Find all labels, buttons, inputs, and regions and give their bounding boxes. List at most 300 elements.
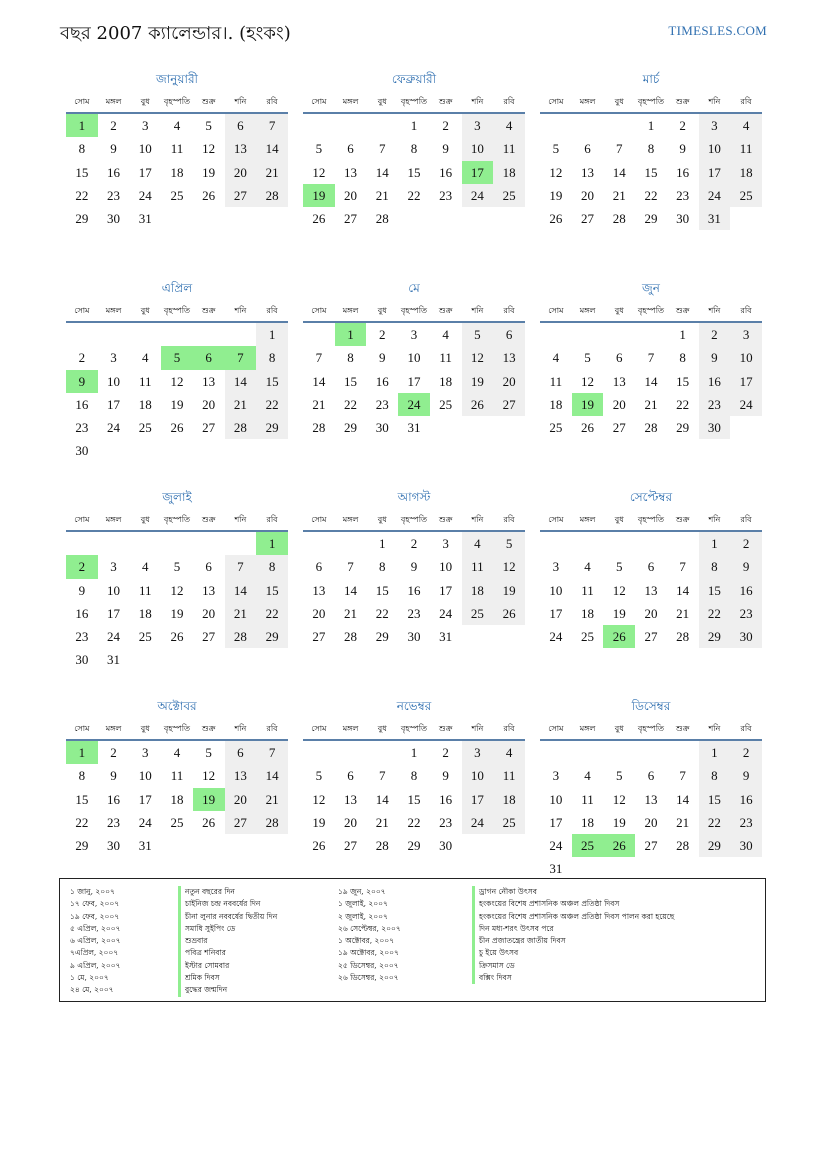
day-cell[interactable]: 8 (256, 555, 288, 578)
day-cell[interactable]: 28 (344, 629, 358, 645)
day-cell[interactable]: 25 (549, 420, 563, 436)
day-cell[interactable]: 23 (439, 187, 453, 203)
day-cell[interactable]: 17 (549, 814, 563, 830)
day-cell[interactable]: 27 (225, 184, 257, 207)
day-cell[interactable]: 17 (699, 161, 731, 184)
day-cell[interactable]: 21 (256, 161, 288, 184)
day-cell[interactable]: 10 (549, 582, 563, 598)
day-cell[interactable]: 29 (644, 211, 658, 227)
day-cell[interactable]: 11 (439, 350, 452, 366)
day-cell[interactable]: 9 (110, 141, 117, 157)
day-cell[interactable]: 4 (142, 559, 149, 575)
day-cell[interactable]: 9 (679, 141, 686, 157)
day-cell[interactable]: 15 (676, 373, 690, 389)
day-cell[interactable]: 4 (173, 745, 181, 760)
day-cell[interactable]: 24 (699, 184, 731, 207)
day-cell[interactable]: 15 (256, 370, 288, 393)
day-cell[interactable]: 28 (612, 211, 626, 227)
day-cell[interactable]: 2 (379, 327, 386, 342)
holiday-day-cell[interactable]: 5 (161, 346, 193, 369)
day-cell[interactable]: 16 (407, 582, 421, 598)
day-cell[interactable]: 19 (612, 814, 626, 830)
day-cell[interactable]: 22 (699, 811, 731, 834)
day-cell[interactable]: 10 (699, 137, 731, 160)
day-cell[interactable]: 3 (142, 118, 149, 133)
day-cell[interactable]: 6 (616, 350, 623, 366)
day-cell[interactable]: 14 (644, 373, 658, 389)
day-cell[interactable]: 8 (647, 141, 655, 157)
day-cell[interactable]: 11 (138, 373, 152, 389)
day-cell[interactable]: 2 (442, 118, 449, 133)
day-cell[interactable]: 22 (699, 602, 731, 625)
day-cell[interactable]: 14 (312, 373, 326, 389)
day-cell[interactable]: 4 (462, 532, 494, 555)
day-cell[interactable]: 15 (407, 791, 421, 807)
day-cell[interactable]: 4 (584, 559, 591, 575)
day-cell[interactable]: 29 (75, 211, 89, 227)
day-cell[interactable]: 30 (75, 652, 89, 668)
day-cell[interactable]: 13 (202, 373, 216, 389)
day-cell[interactable]: 25 (493, 184, 525, 207)
day-cell[interactable]: 26 (549, 211, 563, 227)
day-cell[interactable]: 20 (344, 814, 358, 830)
day-cell[interactable]: 25 (462, 602, 494, 625)
day-cell[interactable]: 22 (375, 605, 389, 621)
day-cell[interactable]: 28 (375, 838, 389, 854)
day-cell[interactable]: 13 (644, 582, 658, 598)
day-cell[interactable]: 12 (312, 164, 326, 180)
day-cell[interactable]: 10 (462, 764, 494, 787)
day-cell[interactable]: 15 (75, 791, 89, 807)
day-cell[interactable]: 30 (439, 838, 453, 854)
day-cell[interactable]: 9 (410, 559, 418, 575)
day-cell[interactable]: 21 (375, 814, 389, 830)
day-cell[interactable]: 18 (170, 164, 184, 180)
day-cell[interactable]: 16 (75, 605, 89, 621)
day-cell[interactable]: 26 (581, 420, 595, 436)
day-cell[interactable]: 28 (676, 629, 690, 645)
day-cell[interactable]: 11 (493, 764, 525, 787)
day-cell[interactable]: 31 (138, 211, 152, 227)
day-cell[interactable]: 30 (676, 211, 690, 227)
day-cell[interactable]: 14 (375, 791, 389, 807)
day-cell[interactable]: 22 (644, 187, 658, 203)
day-cell[interactable]: 18 (462, 579, 494, 602)
day-cell[interactable]: 11 (493, 137, 525, 160)
day-cell[interactable]: 29 (407, 838, 421, 854)
day-cell[interactable]: 19 (170, 605, 184, 621)
day-cell[interactable]: 21 (256, 788, 288, 811)
day-cell[interactable]: 1 (379, 536, 386, 551)
day-cell[interactable]: 28 (225, 416, 257, 439)
day-cell[interactable]: 13 (612, 373, 626, 389)
day-cell[interactable]: 13 (202, 582, 216, 598)
day-cell[interactable]: 22 (407, 187, 421, 203)
day-cell[interactable]: 10 (549, 791, 563, 807)
day-cell[interactable]: 25 (170, 814, 184, 830)
day-cell[interactable]: 21 (225, 602, 257, 625)
day-cell[interactable]: 12 (493, 555, 525, 578)
day-cell[interactable]: 25 (493, 811, 525, 834)
day-cell[interactable]: 21 (375, 187, 389, 203)
holiday-day-cell[interactable]: 1 (66, 741, 98, 764)
day-cell[interactable]: 4 (552, 350, 560, 366)
day-cell[interactable]: 17 (138, 164, 152, 180)
holiday-day-cell[interactable]: 26 (603, 625, 635, 648)
holiday-day-cell[interactable]: 2 (66, 555, 98, 578)
day-cell[interactable]: 15 (375, 582, 389, 598)
day-cell[interactable]: 23 (75, 420, 89, 436)
day-cell[interactable]: 10 (407, 350, 421, 366)
day-cell[interactable]: 22 (75, 187, 89, 203)
day-cell[interactable]: 19 (170, 396, 184, 412)
day-cell[interactable]: 18 (730, 161, 762, 184)
day-cell[interactable]: 23 (107, 814, 121, 830)
day-cell[interactable]: 6 (347, 768, 354, 784)
day-cell[interactable]: 22 (256, 602, 288, 625)
holiday-day-cell[interactable]: 25 (572, 834, 604, 857)
day-cell[interactable]: 26 (493, 602, 525, 625)
day-cell[interactable]: 1 (699, 741, 731, 764)
day-cell[interactable]: 4 (730, 114, 762, 137)
day-cell[interactable]: 9 (730, 764, 762, 787)
day-cell[interactable]: 30 (107, 211, 121, 227)
day-cell[interactable]: 1 (410, 745, 418, 760)
day-cell[interactable]: 29 (699, 834, 731, 857)
day-cell[interactable]: 26 (202, 187, 216, 203)
day-cell[interactable]: 22 (407, 814, 421, 830)
day-cell[interactable]: 6 (647, 559, 655, 575)
day-cell[interactable]: 18 (138, 605, 152, 621)
day-cell[interactable]: 25 (138, 420, 152, 436)
day-cell[interactable]: 4 (442, 327, 449, 342)
day-cell[interactable]: 8 (256, 346, 288, 369)
day-cell[interactable]: 11 (581, 791, 594, 807)
day-cell[interactable]: 16 (439, 164, 453, 180)
day-cell[interactable]: 28 (644, 420, 658, 436)
day-cell[interactable]: 16 (75, 396, 89, 412)
day-cell[interactable]: 27 (344, 838, 358, 854)
day-cell[interactable]: 11 (170, 141, 184, 157)
holiday-day-cell[interactable]: 1 (66, 114, 98, 137)
day-cell[interactable]: 3 (462, 741, 494, 764)
day-cell[interactable]: 12 (612, 582, 626, 598)
day-cell[interactable]: 23 (730, 602, 762, 625)
day-cell[interactable]: 28 (676, 838, 690, 854)
day-cell[interactable]: 10 (138, 768, 152, 784)
day-cell[interactable]: 19 (612, 605, 626, 621)
holiday-day-cell[interactable]: 17 (462, 161, 494, 184)
day-cell[interactable]: 13 (312, 582, 326, 598)
day-cell[interactable]: 27 (644, 838, 658, 854)
day-cell[interactable]: 4 (493, 114, 525, 137)
day-cell[interactable]: 4 (493, 741, 525, 764)
day-cell[interactable]: 20 (225, 788, 257, 811)
day-cell[interactable]: 8 (347, 350, 354, 366)
day-cell[interactable]: 24 (549, 629, 563, 645)
day-cell[interactable]: 7 (315, 350, 323, 366)
day-cell[interactable]: 9 (379, 350, 386, 366)
day-cell[interactable]: 11 (462, 555, 494, 578)
day-cell[interactable]: 28 (225, 625, 257, 648)
day-cell[interactable]: 16 (699, 370, 731, 393)
day-cell[interactable]: 10 (138, 141, 152, 157)
day-cell[interactable]: 20 (612, 396, 626, 412)
day-cell[interactable]: 3 (552, 559, 560, 575)
day-cell[interactable]: 10 (107, 582, 121, 598)
day-cell[interactable]: 5 (462, 323, 494, 346)
day-cell[interactable]: 2 (110, 745, 117, 760)
day-cell[interactable]: 15 (407, 164, 421, 180)
day-cell[interactable]: 5 (493, 532, 525, 555)
day-cell[interactable]: 13 (225, 137, 257, 160)
day-cell[interactable]: 21 (312, 396, 326, 412)
day-cell[interactable]: 14 (676, 791, 690, 807)
day-cell[interactable]: 18 (439, 373, 453, 389)
day-cell[interactable]: 26 (170, 629, 184, 645)
day-cell[interactable]: 25 (730, 184, 762, 207)
day-cell[interactable]: 12 (312, 791, 326, 807)
day-cell[interactable]: 3 (142, 745, 149, 760)
day-cell[interactable]: 22 (344, 396, 358, 412)
day-cell[interactable]: 2 (110, 118, 117, 133)
day-cell[interactable]: 23 (75, 629, 89, 645)
site-logo-text[interactable]: TIMESLES.COM (668, 23, 767, 38)
day-cell[interactable]: 27 (644, 629, 658, 645)
day-cell[interactable]: 5 (205, 745, 212, 760)
day-cell[interactable]: 3 (552, 768, 560, 784)
day-cell[interactable]: 20 (225, 161, 257, 184)
day-cell[interactable]: 26 (312, 211, 326, 227)
day-cell[interactable]: 28 (256, 811, 288, 834)
day-cell[interactable]: 31 (699, 207, 731, 230)
day-cell[interactable]: 5 (173, 559, 181, 575)
day-cell[interactable]: 12 (170, 582, 184, 598)
day-cell[interactable]: 23 (107, 187, 121, 203)
day-cell[interactable]: 27 (493, 393, 525, 416)
day-cell[interactable]: 29 (75, 838, 89, 854)
day-cell[interactable]: 18 (138, 396, 152, 412)
day-cell[interactable]: 18 (170, 791, 184, 807)
day-cell[interactable]: 18 (549, 396, 563, 412)
day-cell[interactable]: 12 (170, 373, 184, 389)
day-cell[interactable]: 10 (462, 137, 494, 160)
holiday-day-cell[interactable]: 1 (335, 323, 367, 346)
day-cell[interactable]: 2 (442, 745, 449, 760)
day-cell[interactable]: 27 (581, 211, 595, 227)
day-cell[interactable]: 28 (375, 211, 389, 227)
day-cell[interactable]: 7 (225, 555, 257, 578)
day-cell[interactable]: 8 (379, 559, 386, 575)
day-cell[interactable]: 17 (462, 788, 494, 811)
day-cell[interactable]: 29 (375, 629, 389, 645)
day-cell[interactable]: 29 (256, 625, 288, 648)
day-cell[interactable]: 17 (439, 582, 453, 598)
day-cell[interactable]: 11 (138, 582, 152, 598)
day-cell[interactable]: 8 (410, 768, 418, 784)
day-cell[interactable]: 15 (699, 788, 731, 811)
day-cell[interactable]: 2 (78, 350, 86, 366)
day-cell[interactable]: 12 (462, 346, 494, 369)
day-cell[interactable]: 17 (730, 370, 762, 393)
day-cell[interactable]: 23 (439, 814, 453, 830)
day-cell[interactable]: 3 (410, 327, 418, 342)
day-cell[interactable]: 24 (462, 811, 494, 834)
day-cell[interactable]: 7 (379, 768, 386, 784)
day-cell[interactable]: 3 (110, 559, 117, 575)
day-cell[interactable]: 9 (442, 141, 449, 157)
day-cell[interactable]: 14 (256, 137, 288, 160)
day-cell[interactable]: 13 (225, 764, 257, 787)
day-cell[interactable]: 11 (581, 582, 594, 598)
day-cell[interactable]: 3 (442, 536, 449, 551)
day-cell[interactable]: 6 (225, 741, 257, 764)
holiday-day-cell[interactable]: 19 (193, 788, 225, 811)
day-cell[interactable]: 1 (699, 532, 731, 555)
day-cell[interactable]: 20 (202, 396, 216, 412)
day-cell[interactable]: 23 (676, 187, 690, 203)
day-cell[interactable]: 8 (699, 555, 731, 578)
day-cell[interactable]: 22 (256, 393, 288, 416)
day-cell[interactable]: 30 (75, 443, 89, 459)
day-cell[interactable]: 20 (644, 814, 658, 830)
day-cell[interactable]: 13 (644, 791, 658, 807)
day-cell[interactable]: 31 (439, 629, 453, 645)
day-cell[interactable]: 28 (312, 420, 326, 436)
day-cell[interactable]: 26 (312, 838, 326, 854)
day-cell[interactable]: 26 (170, 420, 184, 436)
day-cell[interactable]: 27 (312, 629, 326, 645)
day-cell[interactable]: 12 (202, 768, 216, 784)
day-cell[interactable]: 31 (107, 652, 121, 668)
day-cell[interactable]: 16 (439, 791, 453, 807)
day-cell[interactable]: 13 (581, 164, 595, 180)
day-cell[interactable]: 23 (375, 396, 389, 412)
day-cell[interactable]: 4 (142, 350, 149, 366)
day-cell[interactable]: 16 (730, 788, 762, 811)
day-cell[interactable]: 24 (138, 187, 152, 203)
day-cell[interactable]: 7 (256, 114, 288, 137)
day-cell[interactable]: 28 (256, 184, 288, 207)
day-cell[interactable]: 8 (410, 141, 418, 157)
day-cell[interactable]: 29 (676, 420, 690, 436)
day-cell[interactable]: 24 (462, 184, 494, 207)
day-cell[interactable]: 11 (730, 137, 762, 160)
day-cell[interactable]: 9 (699, 346, 731, 369)
day-cell[interactable]: 27 (202, 420, 216, 436)
day-cell[interactable]: 31 (549, 861, 563, 877)
day-cell[interactable]: 12 (202, 141, 216, 157)
day-cell[interactable]: 13 (493, 346, 525, 369)
day-cell[interactable]: 7 (647, 350, 655, 366)
day-cell[interactable]: 13 (344, 791, 358, 807)
day-cell[interactable]: 14 (676, 582, 690, 598)
day-cell[interactable]: 22 (676, 396, 690, 412)
day-cell[interactable]: 14 (375, 164, 389, 180)
day-cell[interactable]: 5 (552, 141, 560, 157)
day-cell[interactable]: 21 (644, 396, 658, 412)
day-cell[interactable]: 9 (730, 555, 762, 578)
day-cell[interactable]: 5 (315, 141, 323, 157)
day-cell[interactable]: 4 (584, 768, 591, 784)
day-cell[interactable]: 5 (616, 559, 623, 575)
day-cell[interactable]: 8 (679, 350, 686, 366)
day-cell[interactable]: 7 (679, 559, 686, 575)
day-cell[interactable]: 19 (549, 187, 563, 203)
day-cell[interactable]: 18 (581, 605, 595, 621)
day-cell[interactable]: 14 (225, 370, 257, 393)
day-cell[interactable]: 3 (730, 323, 762, 346)
day-cell[interactable]: 26 (202, 814, 216, 830)
day-cell[interactable]: 24 (549, 838, 563, 854)
day-cell[interactable]: 29 (699, 625, 731, 648)
day-cell[interactable]: 7 (679, 768, 686, 784)
day-cell[interactable]: 24 (730, 393, 762, 416)
day-cell[interactable]: 19 (202, 164, 216, 180)
day-cell[interactable]: 17 (107, 605, 121, 621)
day-cell[interactable]: 6 (584, 141, 591, 157)
day-cell[interactable]: 20 (644, 605, 658, 621)
day-cell[interactable]: 18 (493, 788, 525, 811)
day-cell[interactable]: 17 (407, 373, 421, 389)
day-cell[interactable]: 8 (699, 764, 731, 787)
day-cell[interactable]: 8 (78, 141, 86, 157)
day-cell[interactable]: 19 (312, 814, 326, 830)
day-cell[interactable]: 23 (407, 605, 421, 621)
day-cell[interactable]: 30 (730, 625, 762, 648)
day-cell[interactable]: 12 (581, 373, 595, 389)
day-cell[interactable]: 21 (612, 187, 626, 203)
holiday-day-cell[interactable]: 7 (225, 346, 257, 369)
day-cell[interactable]: 20 (202, 605, 216, 621)
day-cell[interactable]: 1 (256, 323, 288, 346)
holiday-day-cell[interactable]: 1 (256, 532, 288, 555)
day-cell[interactable]: 2 (730, 532, 762, 555)
holiday-day-cell[interactable]: 24 (398, 393, 430, 416)
day-cell[interactable]: 25 (439, 396, 453, 412)
day-cell[interactable]: 27 (225, 811, 257, 834)
day-cell[interactable]: 9 (442, 768, 449, 784)
day-cell[interactable]: 25 (138, 629, 152, 645)
day-cell[interactable]: 12 (549, 164, 563, 180)
day-cell[interactable]: 24 (138, 814, 152, 830)
day-cell[interactable]: 23 (730, 811, 762, 834)
day-cell[interactable]: 24 (107, 629, 121, 645)
day-cell[interactable]: 20 (312, 605, 326, 621)
day-cell[interactable]: 15 (344, 373, 358, 389)
day-cell[interactable]: 6 (205, 559, 212, 575)
day-cell[interactable]: 19 (462, 370, 494, 393)
day-cell[interactable]: 30 (699, 416, 731, 439)
day-cell[interactable]: 7 (347, 559, 354, 575)
day-cell[interactable]: 18 (493, 161, 525, 184)
day-cell[interactable]: 13 (344, 164, 358, 180)
day-cell[interactable]: 10 (439, 559, 453, 575)
day-cell[interactable]: 2 (699, 323, 731, 346)
day-cell[interactable]: 20 (493, 370, 525, 393)
day-cell[interactable]: 26 (462, 393, 494, 416)
day-cell[interactable]: 31 (138, 838, 152, 854)
day-cell[interactable]: 17 (107, 396, 121, 412)
holiday-day-cell[interactable]: 19 (303, 184, 335, 207)
day-cell[interactable]: 23 (699, 393, 731, 416)
day-cell[interactable]: 5 (616, 768, 623, 784)
day-cell[interactable]: 7 (616, 141, 623, 157)
day-cell[interactable]: 4 (173, 118, 181, 133)
day-cell[interactable]: 2 (730, 741, 762, 764)
day-cell[interactable]: 24 (107, 420, 121, 436)
day-cell[interactable]: 30 (375, 420, 389, 436)
